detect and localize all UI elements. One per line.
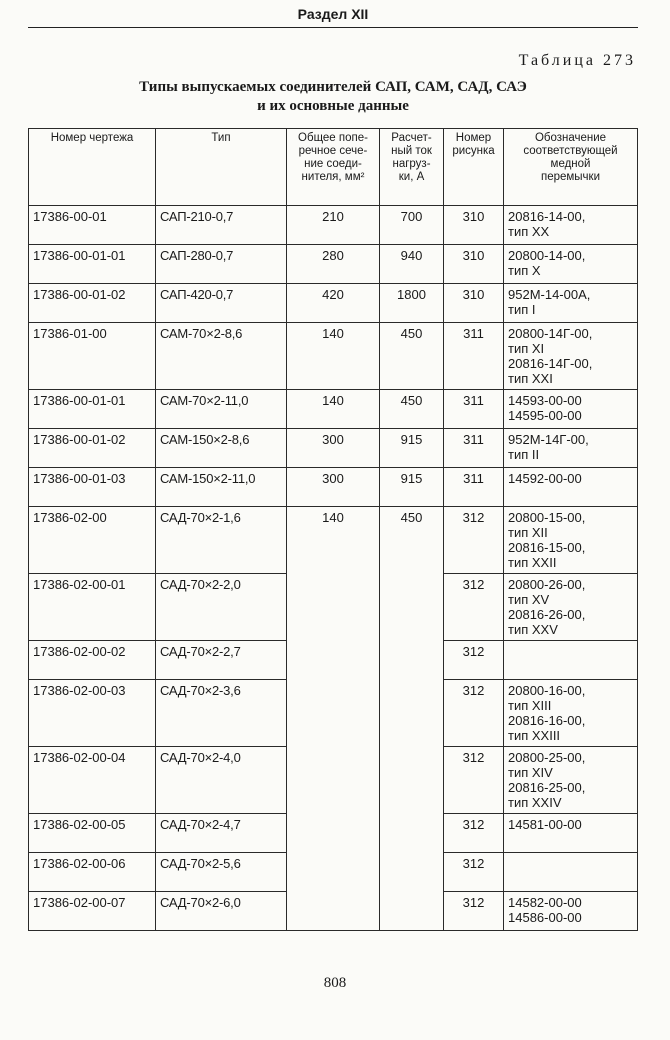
- cell-section: 210: [287, 206, 380, 245]
- cell-figure: 312: [444, 747, 504, 814]
- table-row: [29, 284, 638, 323]
- connectors-table: [28, 128, 638, 931]
- table-row: [29, 206, 638, 245]
- table-title: [28, 78, 638, 116]
- cell-figure: 311: [444, 429, 504, 468]
- cell-jumper: 20800-26-00, тип XV 20816-26-00, тип XXV: [504, 574, 638, 641]
- table-row: [29, 323, 638, 390]
- cell-type: САМ-70×2-11,0: [156, 390, 287, 429]
- col-header-type: Тип: [156, 129, 287, 206]
- cell-jumper: 20800-25-00, тип XIV 20816-25-00, тип XXIV: [504, 747, 638, 814]
- cell-jumper: [504, 641, 638, 680]
- cell-figure: 312: [444, 853, 504, 892]
- cell-current: 915: [380, 429, 444, 468]
- cell-type: САД-70×2-3,6: [156, 680, 287, 747]
- cell-drawing: 17386-00-01-02: [29, 429, 156, 468]
- cell-figure: 311: [444, 323, 504, 390]
- cell-jumper: 20816-14-00, тип XX: [504, 206, 638, 245]
- col-header-jumper: Обозначение соответствующей медной перемычки: [504, 129, 638, 206]
- cell-current: 915: [380, 468, 444, 507]
- col-header-section: Общее попе- речное сече- ние соеди- нителя, мм²: [287, 129, 380, 206]
- table-row: [29, 507, 638, 574]
- cell-jumper: 14582-00-00 14586-00-00: [504, 892, 638, 931]
- cell-jumper: 20800-14-00, тип X: [504, 245, 638, 284]
- cell-section: 300: [287, 468, 380, 507]
- cell-jumper: 14581-00-00: [504, 814, 638, 853]
- cell-type: САП-280-0,7: [156, 245, 287, 284]
- cell-section-merged: 140: [287, 507, 380, 931]
- cell-drawing: 17386-00-01: [29, 206, 156, 245]
- cell-drawing: 17386-01-00: [29, 323, 156, 390]
- cell-drawing: 17386-02-00: [29, 507, 156, 574]
- header-rule: [28, 27, 638, 28]
- cell-type: САД-70×2-2,0: [156, 574, 287, 641]
- cell-figure: 311: [444, 468, 504, 507]
- cell-type: САД-70×2-2,7: [156, 641, 287, 680]
- cell-type: САМ-150×2-11,0: [156, 468, 287, 507]
- cell-current: 450: [380, 390, 444, 429]
- table-title-line-1: Типы выпускаемых соединителей САП, САМ, САД, САЭ: [139, 79, 527, 95]
- cell-type: САД-70×2-4,7: [156, 814, 287, 853]
- cell-section: 140: [287, 323, 380, 390]
- table-title-line-2: и их основные данные: [257, 98, 409, 114]
- table-row: [29, 468, 638, 507]
- cell-jumper: 14592-00-00: [504, 468, 638, 507]
- col-header-current: Расчет- ный ток нагруз- ки, А: [380, 129, 444, 206]
- cell-type: САД-70×2-5,6: [156, 853, 287, 892]
- cell-drawing: 17386-00-01-03: [29, 468, 156, 507]
- cell-jumper: 14593-00-00 14595-00-00: [504, 390, 638, 429]
- table-row: [29, 245, 638, 284]
- table-row: [29, 429, 638, 468]
- cell-figure: 310: [444, 245, 504, 284]
- cell-type: САМ-70×2-8,6: [156, 323, 287, 390]
- table-row: [29, 390, 638, 429]
- cell-figure: 311: [444, 390, 504, 429]
- col-header-drawing: Номер чертежа: [29, 129, 156, 206]
- cell-current: 1800: [380, 284, 444, 323]
- cell-current: 940: [380, 245, 444, 284]
- cell-type: САМ-150×2-8,6: [156, 429, 287, 468]
- cell-section: 280: [287, 245, 380, 284]
- cell-drawing: 17386-02-00-04: [29, 747, 156, 814]
- cell-current: 700: [380, 206, 444, 245]
- col-header-figure: Номер рисунка: [444, 129, 504, 206]
- cell-figure: 312: [444, 574, 504, 641]
- cell-drawing: 17386-02-00-02: [29, 641, 156, 680]
- cell-type: САД-70×2-4,0: [156, 747, 287, 814]
- cell-figure: 310: [444, 284, 504, 323]
- page-number: 808: [323, 975, 347, 991]
- cell-jumper: 952М-14Г-00, тип II: [504, 429, 638, 468]
- cell-figure: 310: [444, 206, 504, 245]
- cell-figure: 312: [444, 680, 504, 747]
- cell-section: 140: [287, 390, 380, 429]
- cell-type: САП-210-0,7: [156, 206, 287, 245]
- cell-type: САП-420-0,7: [156, 284, 287, 323]
- cell-drawing: 17386-00-01-01: [29, 245, 156, 284]
- cell-current-merged: 450: [380, 507, 444, 931]
- cell-drawing: 17386-02-00-06: [29, 853, 156, 892]
- cell-drawing: 17386-02-00-03: [29, 680, 156, 747]
- cell-jumper: [504, 853, 638, 892]
- cell-drawing: 17386-00-01-02: [29, 284, 156, 323]
- cell-jumper: 20800-16-00, тип XIII 20816-16-00, тип XXIII: [504, 680, 638, 747]
- cell-jumper: 20800-15-00, тип XII 20816-15-00, тип XXII: [504, 507, 638, 574]
- section-header: Раздел XII: [297, 6, 369, 22]
- table-number: Таблица 273: [518, 52, 636, 69]
- cell-drawing: 17386-02-00-07: [29, 892, 156, 931]
- cell-section: 300: [287, 429, 380, 468]
- cell-figure: 312: [444, 641, 504, 680]
- cell-type: САД-70×2-1,6: [156, 507, 287, 574]
- header-row: [29, 129, 638, 206]
- cell-drawing: 17386-02-00-05: [29, 814, 156, 853]
- cell-figure: 312: [444, 814, 504, 853]
- cell-jumper: 20800-14Г-00, тип XI 20816-14Г-00, тип XXI: [504, 323, 638, 390]
- cell-figure: 312: [444, 892, 504, 931]
- cell-current: 450: [380, 323, 444, 390]
- cell-drawing: 17386-02-00-01: [29, 574, 156, 641]
- cell-drawing: 17386-00-01-01: [29, 390, 156, 429]
- cell-section: 420: [287, 284, 380, 323]
- cell-jumper: 952М-14-00А, тип I: [504, 284, 638, 323]
- cell-type: САД-70×2-6,0: [156, 892, 287, 931]
- cell-figure: 312: [444, 507, 504, 574]
